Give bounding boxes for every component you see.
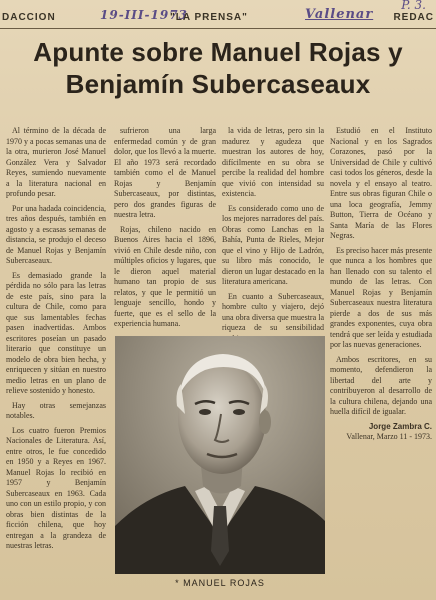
portrait-photo xyxy=(115,336,325,574)
article-title xyxy=(8,36,428,100)
handwritten-date: 19-III-1973 xyxy=(100,8,188,22)
masthead-section-right: REDAC xyxy=(393,12,434,23)
paragraph: Es considerado como uno de los mejores narradores del país. Obras como Lanchas en la Bahía, Punta de Rieles, Mejor que el vino y Hijo de Ladrón, su libro más conocido, le dieron un lugar destacado en la literatura americana. xyxy=(222,203,324,286)
masthead-rule xyxy=(0,28,436,29)
page-mark: P. 3. xyxy=(401,0,426,12)
paragraph: Es demasiado grande la pérdida no sólo para las letras de este país, sino para la cultura de Chile, como para que sus lamentables fechas pasen inadvertidas. Ambos escritores poseían un pasado literario que constituye un modelo de obra bien hecha, y enriquecen y sitúan en nuestro medio letras en un plano de relieve sostenido y honesto. xyxy=(6,270,106,395)
paragraph: Por una hadada coincidencia, tres años después, también en agosto y a escasas semanas de distancia, se produjo el deceso de Manuel Rojas y Benjamín Subercaseaux. xyxy=(6,203,106,265)
photo-caption: * MANUEL ROJAS xyxy=(175,578,265,588)
title-line-1: Apunte sobre Manuel Rojas y xyxy=(33,37,403,67)
article-column-2 xyxy=(114,126,216,330)
article-column-4 xyxy=(330,126,432,596)
paragraph: sufrieron una larga enfermedad común y de gran dolor, que los llevó a la muerte. El año 1973 será recordado también como el de Manuel Rojas y Benjamín Subercaseaux, por distintas, pero dos grandes figuras de nuestra letra. xyxy=(114,126,216,219)
paragraph: Rojas, chileno nacido en Buenos Aires hacia el 1896, vivió en Chile desde niño, con múltiples oficios y lugares, que le dieron aquel material humano tan propio de sus relatos, y que le permitió un lenguaje sencillo, hondo y fuerte, que es el sello de la experiencia humana. xyxy=(114,224,216,328)
paragraph: Es preciso hacer más presente que nunca a los hombres que han llenado con su talento el mundo de las letras. Con Manuel Rojas y Benjamín Subercaseaux nuestra literatura pierde a dos de sus más grandes exponentes, cuya obra tendrá que ser leída y estudiada por las nuevas generaciones. xyxy=(330,245,432,349)
masthead-section: DACCION xyxy=(2,12,56,23)
paragraph: Estudió en el Instituto Nacional y en los Sagrados Corazones, pasó por la Universidad de Chile y cultivó casi todos los géneros, desde la novela y el ensayo al teatro. Entre sus obras figuran Chile o una loca geografía, Jemmy Button, Tierra de Océano y Santa María de las Flores Negras. xyxy=(330,126,432,240)
dateline: Vallenar, Marzo 11 - 1973. xyxy=(346,432,432,441)
paragraph: Al término de la década de 1970 y a pocas semanas una de la otra, murieron José Manuel González Vera y Salvador Reyes, sumiendo nuevamente a la literatura nacional en profundo pesar. xyxy=(6,126,106,198)
paragraph: Hay otras semejanzas notables. xyxy=(6,400,106,420)
author-signature: Jorge Zambra C. xyxy=(368,421,432,431)
handwritten-city: Vallenar xyxy=(305,7,374,22)
title-line-2: Benjamín Subercaseaux xyxy=(65,69,371,99)
masthead-publication: "LA PRENSA" xyxy=(170,12,248,23)
article-column-1 xyxy=(6,126,106,596)
paragraph: la vida de letras, pero sin la madurez y agudeza que muestran los autores de hoy, difícilmente en su obra se percibe la realidad del hombre que vivió con intensidad su existencia. xyxy=(222,126,324,198)
portrait-image xyxy=(115,336,325,574)
paragraph: Los cuatro fueron Premios Nacionales de Literatura. Así, entre otros, le fue concedido en 1950 y a Reyes en 1967. Manuel Rojas lo recibió en 1957 y Benjamín Subercaseaux en 1963. Cada uno con un estilo propio, y con obras bien distintas de la ficción chilena, que hoy entregan a la grandeza de nuestras letras. xyxy=(6,425,106,550)
paragraph: Ambos escritores, en su momento, defendieron la libertad del arte y contribuyeron al desarrollo de la cultura chilena, dejando una huella difícil de igualar. xyxy=(330,354,432,416)
masthead xyxy=(0,7,436,26)
paragraph: En cuanto a Subercaseaux, hombre culto y viajero, dejó una obra diversa que muestra la riqueza de su sensibilidad xyxy=(222,291,324,332)
